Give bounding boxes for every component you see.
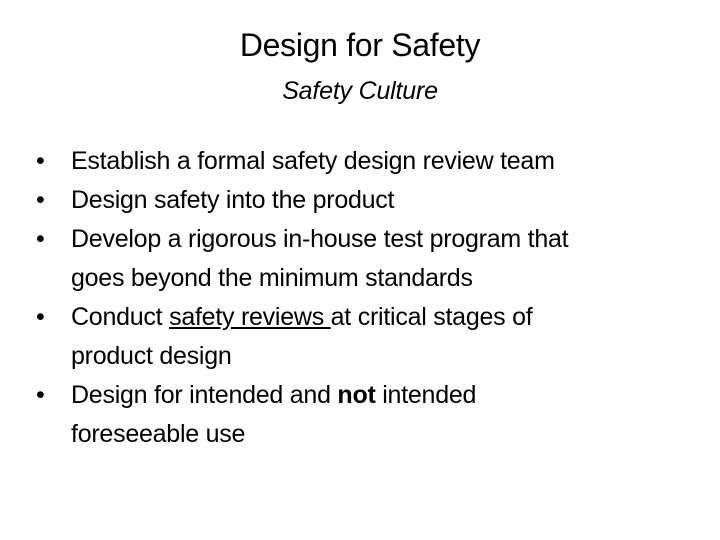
bullet-text-line-1: Develop a rigorous in-house test program that: [71, 225, 569, 253]
bullet-text-line-2: foreseeable use: [71, 420, 246, 448]
bullet-text: Establish a formal safety design review team: [71, 147, 555, 175]
slide-subtitle: Safety Culture: [282, 77, 438, 105]
bullet-item-safety-reviews: [36, 298, 696, 376]
bullet-icon: •: [36, 147, 45, 175]
bullet-icon: •: [36, 225, 45, 253]
bullet-text-line-1: [71, 376, 696, 415]
bullet-item-formal-review-team: [36, 142, 696, 181]
bullet-text-after: intended: [375, 381, 477, 409]
bullet-text-line-2: product design: [71, 342, 232, 370]
bullet-icon: •: [36, 381, 45, 409]
bullet-item-intended-use: [36, 376, 696, 454]
bullet-text-before: Design for intended and: [71, 381, 338, 409]
bullet-item-design-safety-into-product: [36, 181, 696, 220]
bullet-text-line-1: [71, 298, 696, 337]
bullet-text-after: at critical stages of: [330, 303, 533, 331]
bullet-text-line-2: goes beyond the minimum standards: [71, 264, 473, 292]
bold-word: not: [337, 381, 376, 409]
bullet-list: [36, 142, 696, 454]
bullet-text-before: Conduct: [71, 303, 170, 331]
slide-title: Design for Safety: [239, 27, 481, 63]
bullet-text: Design safety into the product: [71, 186, 395, 214]
underlined-phrase: safety reviews: [169, 303, 331, 331]
bullet-item-test-program: [36, 220, 696, 298]
bullet-icon: •: [36, 186, 45, 214]
bullet-icon: •: [36, 303, 45, 331]
